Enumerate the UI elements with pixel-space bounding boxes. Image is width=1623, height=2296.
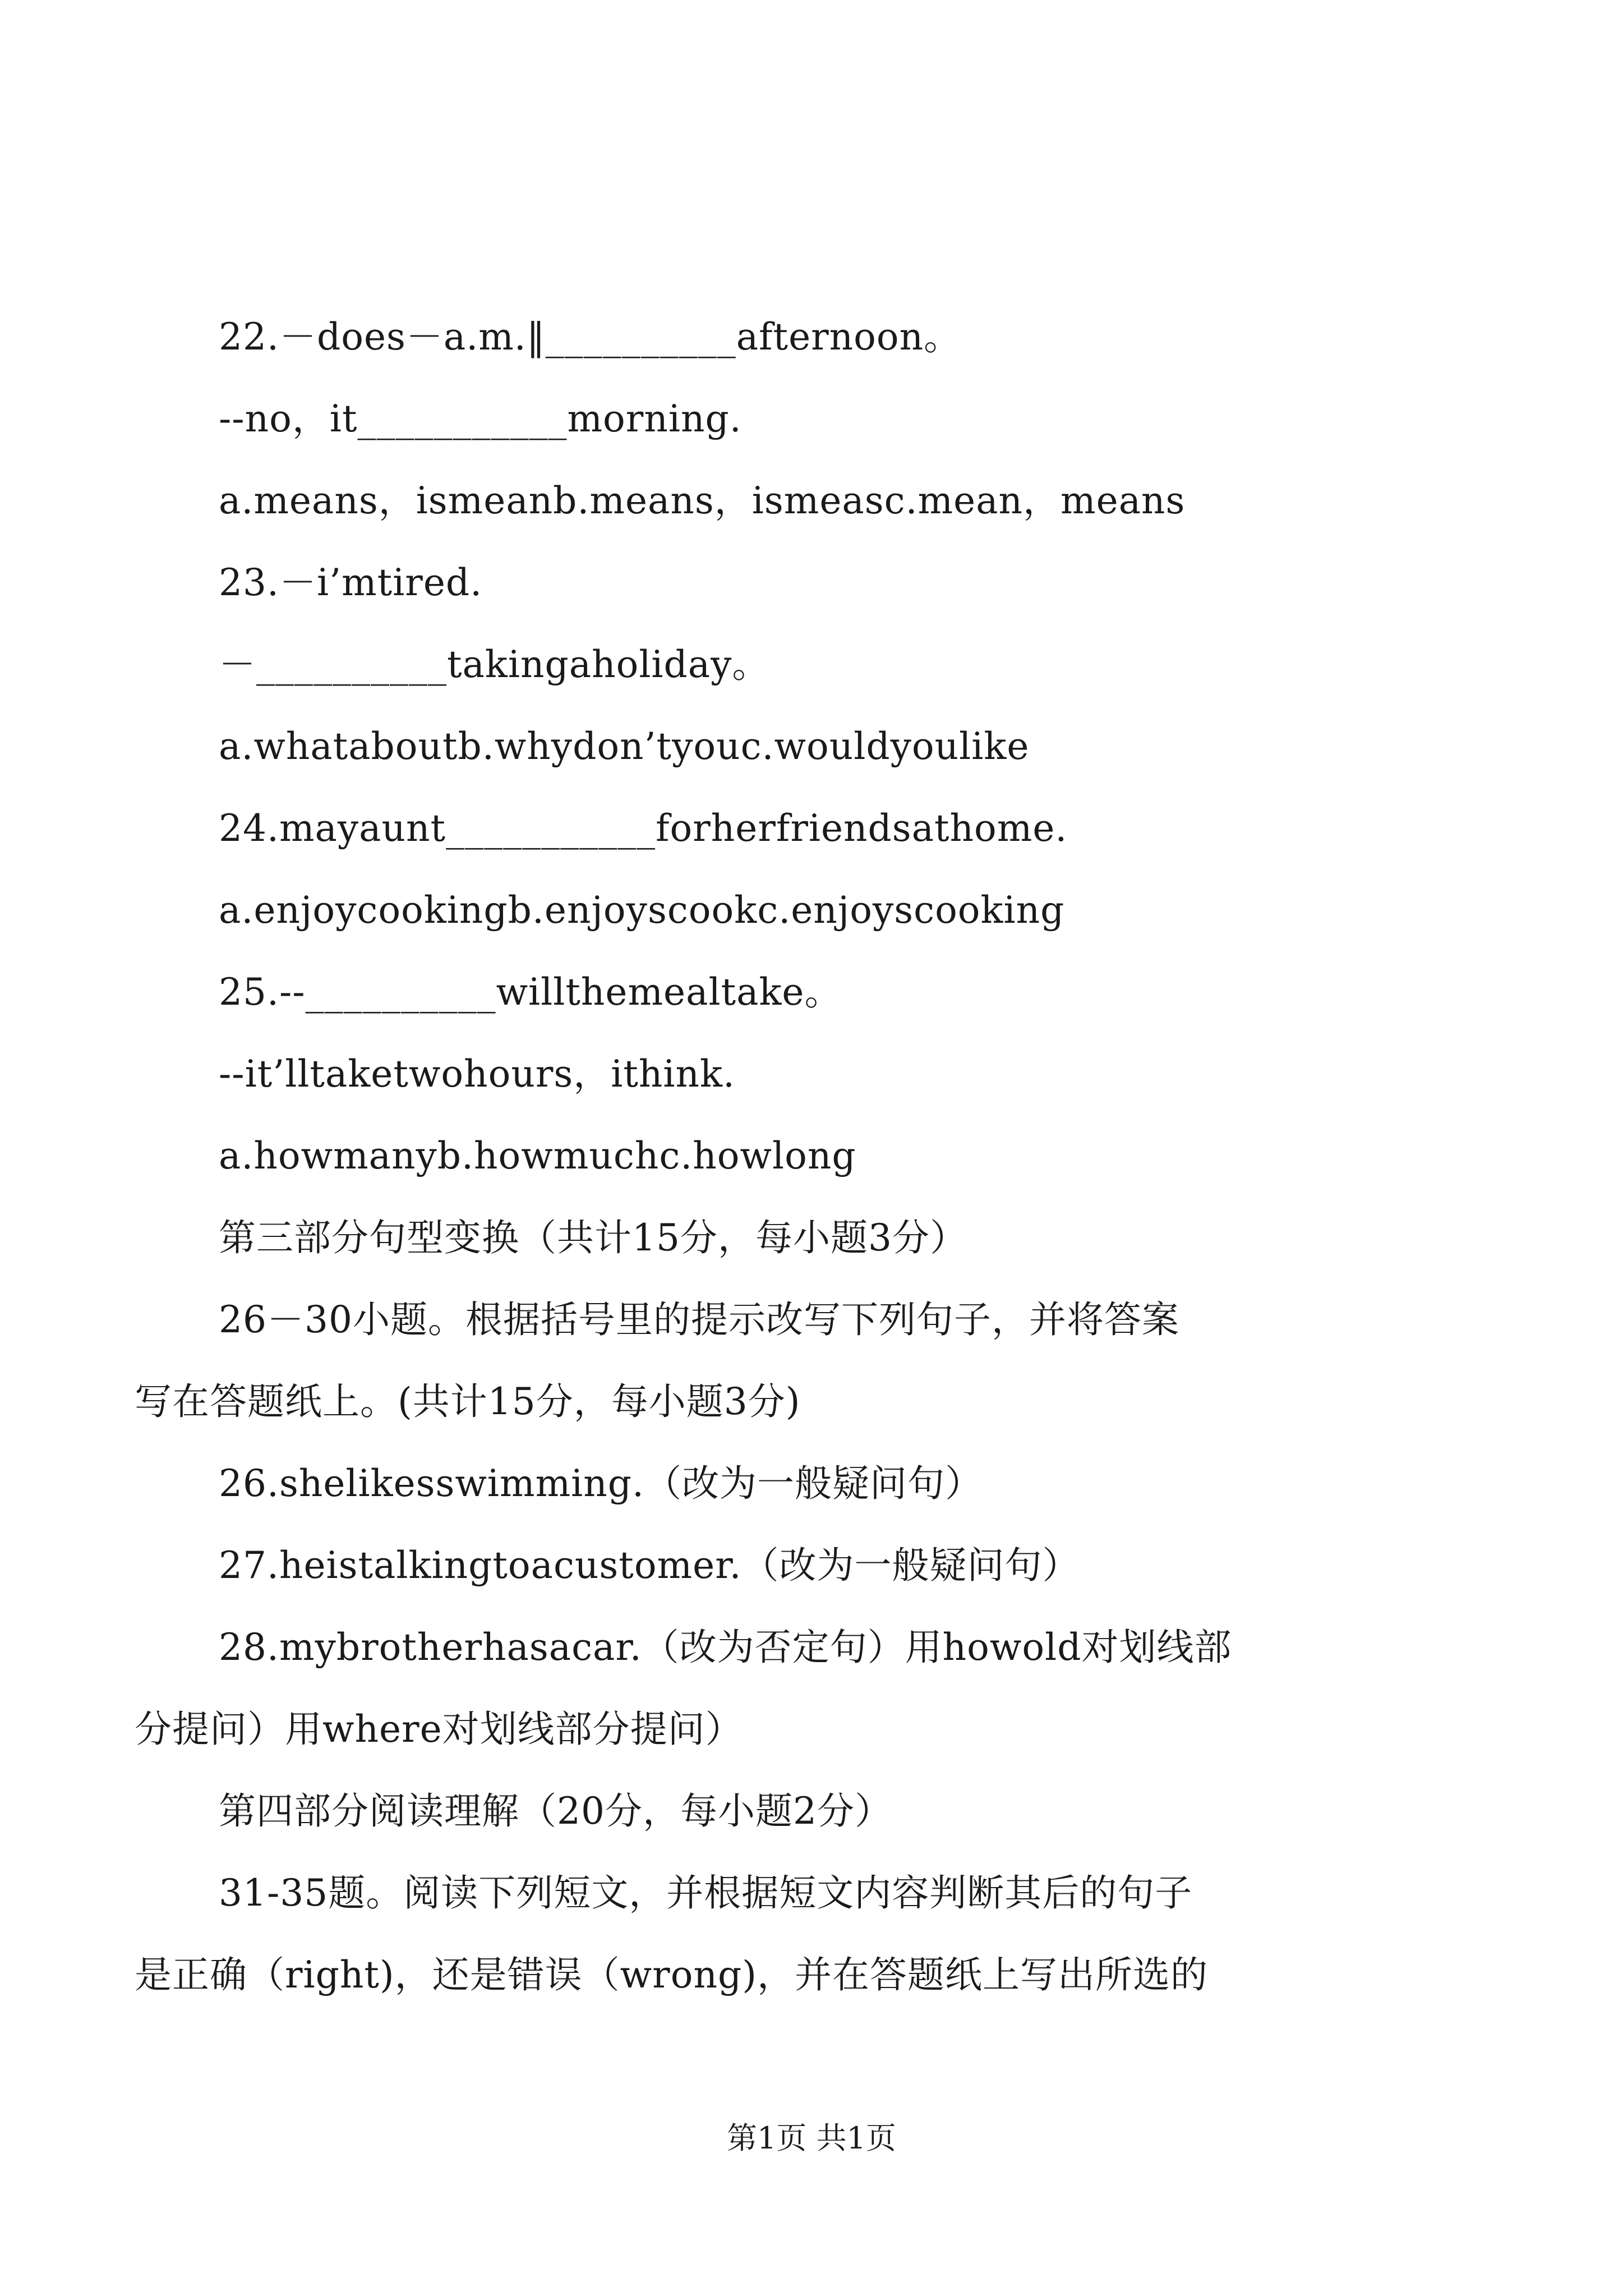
question-27-line: 27.heistalkingtoacustomer.（改为一般疑问句） <box>219 1544 1080 1587</box>
question-26-line: 26.shelikesswimming.（改为一般疑问句） <box>219 1462 983 1505</box>
question-28-continuation: 分提问）用where对划线部分提问） <box>135 1708 743 1751</box>
question-24-options: a.enjoycookingb.enjoyscookc.enjoyscooking <box>219 889 1065 932</box>
question-24-line: 24.mayaunt___________forherfriendsathome. <box>219 807 1068 850</box>
section-3-instructions-line-2: 写在答题纸上。(共计15分，每小题3分) <box>135 1380 801 1423</box>
question-22-line: 22.－does－a.m.‖__________afternoon。 <box>219 315 962 358</box>
question-25-line: 25.--__________willthemealtake。 <box>219 970 842 1014</box>
section-4-instructions-line-1: 31-35题。阅读下列短文，并根据短文内容判断其后的句子 <box>219 1871 1193 1915</box>
section-4-instructions-line-2: 是正确（right)，还是错误（wrong)，并在答题纸上写出所选的 <box>135 1953 1208 1996</box>
section-3-heading: 第三部分句型变换（共计15分，每小题3分） <box>219 1216 967 1259</box>
question-23-line: 23.－i’mtired. <box>219 561 483 604</box>
section-3-instructions-line-1: 26－30小题。根据括号里的提示改写下列句子，并将答案 <box>219 1298 1179 1341</box>
question-22-options: a.means，ismeanb.means，ismeasc.mean，means <box>219 479 1186 522</box>
page-footer: 第1页 共1页 <box>727 2120 896 2156</box>
question-25-reply-line: --it’lltaketwohours，ithink. <box>219 1052 735 1096</box>
section-4-heading: 第四部分阅读理解（20分，每小题2分） <box>219 1789 892 1833</box>
question-23-options: a.whataboutb.whydon’tyouc.wouldyoulike <box>219 725 1030 768</box>
question-25-options: a.howmanyb.howmuchc.howlong <box>219 1134 856 1177</box>
question-22-reply-line: --no，it___________morning. <box>219 397 742 440</box>
question-23-reply-line: －__________takingaholiday。 <box>219 643 770 686</box>
question-28-line: 28.mybrotherhasacar.（改为否定句）用howold对划线部 <box>219 1626 1232 1669</box>
